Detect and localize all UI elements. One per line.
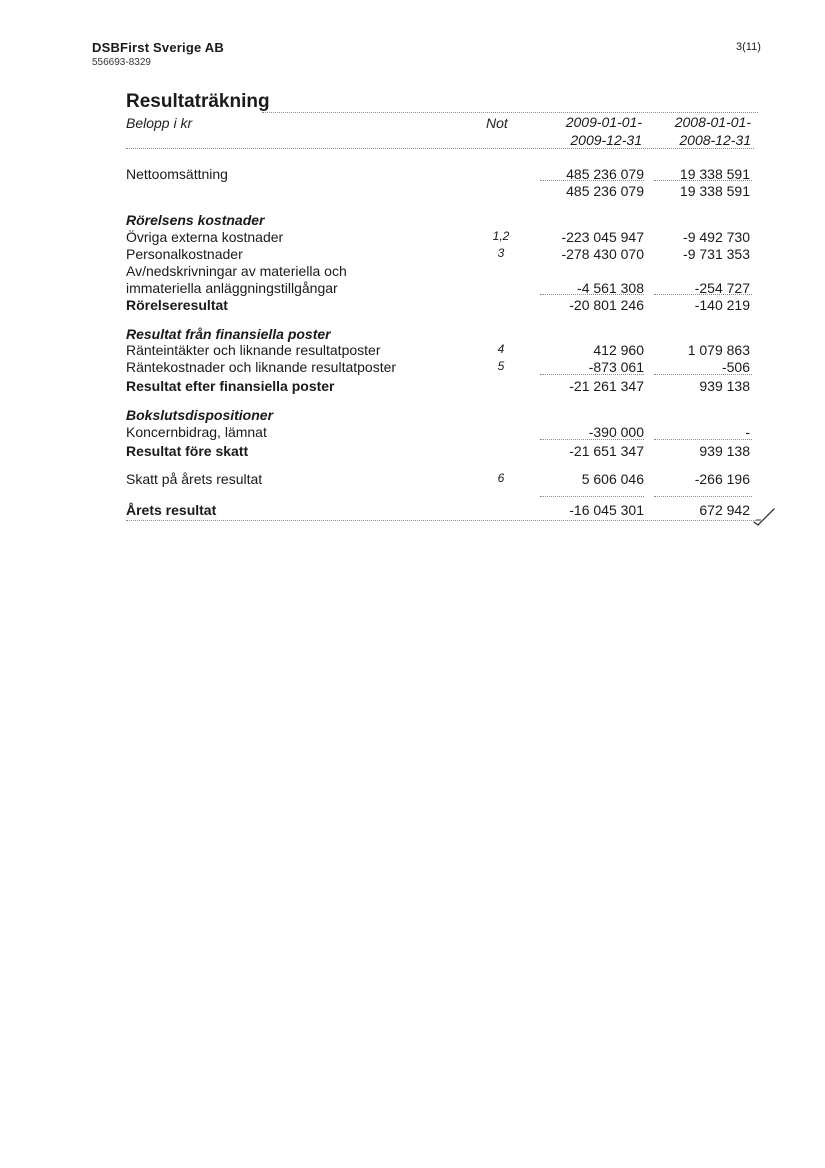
value-current: 485 236 079 xyxy=(566,166,644,182)
header-divider xyxy=(126,148,754,149)
row-ovriga-externa xyxy=(126,229,754,246)
note-ref: 5 xyxy=(497,359,505,373)
value-current: -4 561 308 xyxy=(577,280,644,296)
amount-label: Belopp i kr xyxy=(126,115,193,131)
value-previous: 19 338 591 xyxy=(679,183,750,199)
row-label: Resultat före skatt xyxy=(126,443,249,459)
period-previous-header xyxy=(650,113,751,149)
value-current: -390 000 xyxy=(588,424,644,440)
row-personal xyxy=(126,246,754,263)
row-label: Resultat efter finansiella poster xyxy=(126,378,335,394)
value-current: 412 960 xyxy=(593,342,644,358)
row-label: immateriella anläggningstillgångar xyxy=(126,280,338,296)
row-label: Av/nedskrivningar av materiella och xyxy=(126,263,347,279)
note-ref: 6 xyxy=(497,471,505,485)
row-label: Räntekostnader och liknande resultatposter xyxy=(126,359,397,375)
value-previous: -506 xyxy=(721,359,750,375)
value-current: -278 430 070 xyxy=(561,246,644,262)
value-previous: 939 138 xyxy=(699,378,750,394)
sum-rule xyxy=(540,439,644,440)
row-label: Koncernbidrag, lämnat xyxy=(126,424,267,440)
value-previous: -140 219 xyxy=(694,297,750,313)
value-current: -21 261 347 xyxy=(569,378,644,394)
row-arets-resultat xyxy=(126,502,754,519)
report-title: Resultaträkning xyxy=(126,91,270,112)
value-previous: -254 727 xyxy=(694,280,750,296)
page-number: 3(11) xyxy=(736,41,761,53)
row-skatt xyxy=(126,471,754,488)
sum-rule xyxy=(540,294,644,295)
sum-rule xyxy=(654,496,752,497)
value-previous: - xyxy=(745,424,750,440)
value-previous: -9 492 730 xyxy=(683,229,750,245)
row-label: Rörelseresultat xyxy=(126,297,228,313)
row-rorelseresultat xyxy=(126,297,754,314)
note-ref: 4 xyxy=(497,342,505,356)
sum-rule xyxy=(654,180,752,181)
row-label: Övriga externa kostnader xyxy=(126,229,284,245)
sum-rule xyxy=(540,374,644,375)
row-nettoomsattning-sum xyxy=(126,183,754,200)
period-current-to: 2009-12-31 xyxy=(570,132,642,148)
sum-rule xyxy=(540,496,644,497)
value-previous: 672 942 xyxy=(699,502,750,518)
value-current: -21 651 347 xyxy=(569,443,644,459)
value-current: 5 606 046 xyxy=(581,471,644,487)
value-previous: 1 079 863 xyxy=(687,342,750,358)
value-current: -20 801 246 xyxy=(569,297,644,313)
period-previous-to: 2008-12-31 xyxy=(679,132,751,148)
value-previous: -266 196 xyxy=(694,471,750,487)
company-name: DSBFirst Sverige AB xyxy=(92,40,224,55)
row-label: Nettoomsättning xyxy=(126,166,228,182)
row-label: Ränteintäkter och liknande resultatposter xyxy=(126,342,381,358)
value-previous: 19 338 591 xyxy=(679,166,750,182)
sum-rule xyxy=(654,294,752,295)
row-label: Årets resultat xyxy=(126,502,217,518)
check-mark-icon xyxy=(752,506,778,528)
value-current: 485 236 079 xyxy=(566,183,644,199)
sum-rule xyxy=(540,180,644,181)
row-label: Skatt på årets resultat xyxy=(126,471,263,487)
note-ref: 3 xyxy=(497,246,505,260)
value-previous: -9 731 353 xyxy=(683,246,750,262)
period-previous-from: 2008-01-01- xyxy=(674,114,751,130)
value-previous: 939 138 xyxy=(699,443,750,459)
row-avskrivningar-line1 xyxy=(126,263,754,280)
row-ranteintakter xyxy=(126,342,754,359)
value-current: -223 045 947 xyxy=(561,229,644,245)
org-number: 556693-8329 xyxy=(92,57,151,68)
period-current-from: 2009-01-01- xyxy=(565,114,642,130)
section-heading-bokslut: Bokslutsdispositioner xyxy=(126,407,274,423)
row-resultat-efter-finansiella xyxy=(126,378,754,395)
total-underline xyxy=(126,520,756,521)
note-ref: 1,2 xyxy=(492,229,510,243)
period-current-header xyxy=(540,113,642,149)
sum-rule xyxy=(654,439,752,440)
sum-rule xyxy=(654,374,752,375)
value-current: -16 045 301 xyxy=(569,502,644,518)
note-column-header: Not xyxy=(486,115,508,131)
section-heading-finansiella: Resultat från finansiella poster xyxy=(126,326,331,342)
value-current: -873 061 xyxy=(588,359,644,375)
section-heading-rorelse: Rörelsens kostnader xyxy=(126,212,265,228)
row-resultat-fore-skatt xyxy=(126,443,754,460)
row-label: Personalkostnader xyxy=(126,246,243,262)
